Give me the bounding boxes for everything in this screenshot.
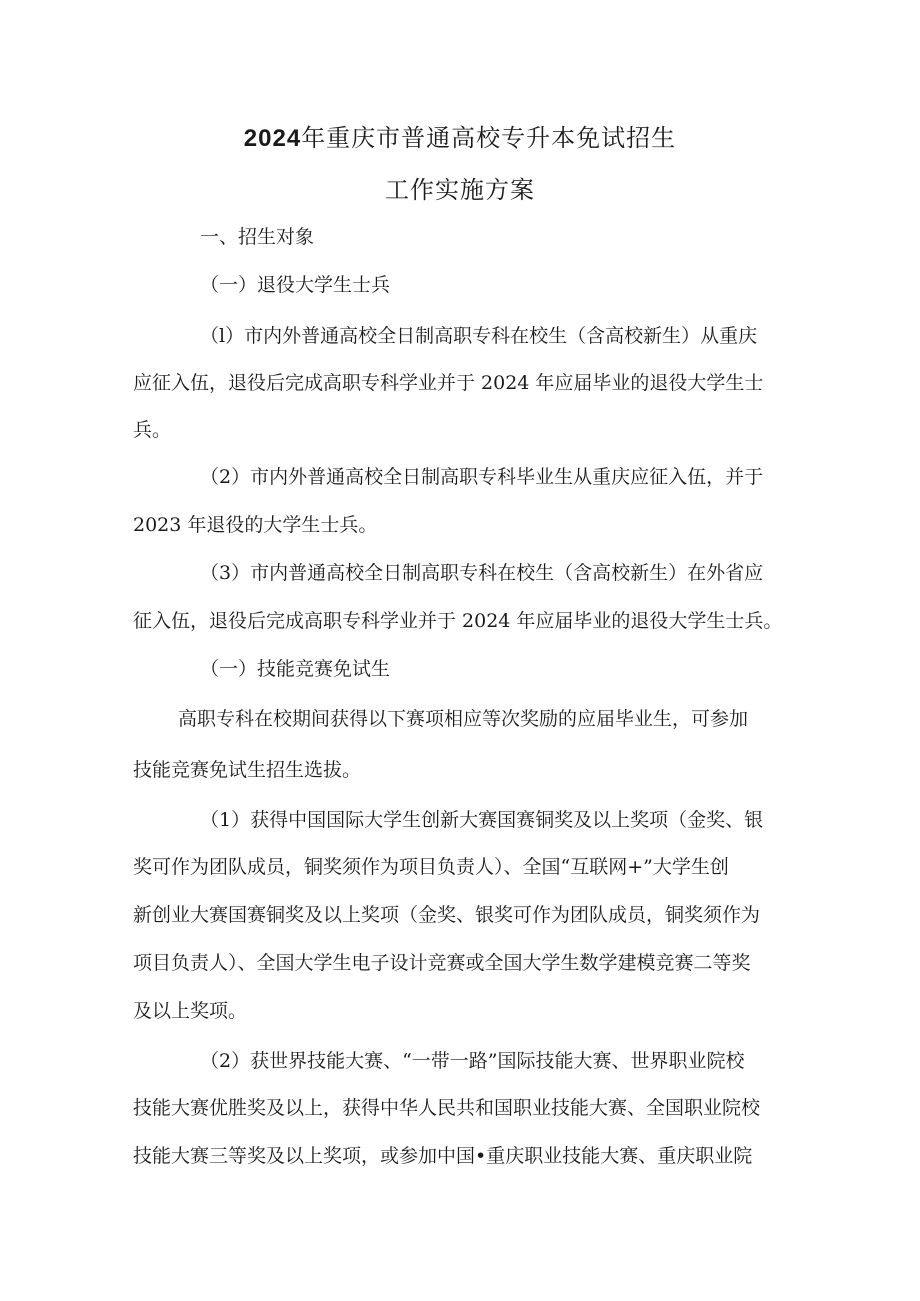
document-title-line-2: 工作实施方案: [385, 176, 535, 204]
document-title-line-1: [0, 118, 920, 153]
paragraph-line: 应征入伍，退役后完成高职专科学业并于 2024 年应届毕业的退役大学生士: [133, 372, 764, 394]
paragraph-line: 新创业大赛国赛铜奖及以上奖项（金奖、银奖可作为团队成员，铜奖须作为: [133, 904, 761, 926]
paragraph-line: 技能大赛三等奖及以上奖项，或参加中国•重庆职业技能大赛、重庆职业院: [133, 1145, 753, 1167]
subsection-heading: （一）退役大学生士兵: [200, 274, 391, 296]
subsection-heading: （一）技能竞赛免试生: [200, 658, 391, 680]
paragraph-line: 奖可作为团队成员，铜奖须作为项目负责人）、全国“互联网+”大学生创: [133, 856, 729, 878]
paragraph-line: 及以上奖项。: [133, 1000, 248, 1022]
paragraph-line: （2）市内外普通高校全日制高职专科毕业生从重庆应征入伍，并于: [200, 466, 764, 488]
paragraph-line: （2）获世界技能大赛、“一带一路”国际技能大赛、世界职业院校: [200, 1050, 745, 1072]
paragraph-line: 技能大赛优胜奖及以上，获得中华人民共和国职业技能大赛、全国职业院校: [133, 1097, 761, 1119]
paragraph-line: 技能竞赛免试生招生选拔。: [133, 759, 362, 781]
paragraph-line: 兵。: [133, 419, 172, 441]
title-text: 年重庆市普通高校专升本免试招生: [301, 124, 677, 152]
paragraph-line: （1）获得中国国际大学生创新大赛国赛铜奖及以上奖项（金奖、银: [200, 809, 764, 831]
section-heading: 一、招生对象: [200, 226, 315, 248]
paragraph-line: （3）市内普通高校全日制高职专科在校生（含高校新生）在外省应: [200, 562, 764, 584]
paragraph-line: （l）市内外普通高校全日制高职专科在校生（含高校新生）从重庆: [200, 325, 758, 347]
paragraph-line: 2023 年退役的大学生士兵。: [133, 514, 378, 536]
paragraph-line: 项目负责人）、全国大学生电子设计竞赛或全国大学生数学建模竞赛二等奖: [133, 952, 751, 974]
paragraph-line: 高职专科在校期间获得以下赛项相应等次奖励的应届毕业生，可参加: [178, 708, 749, 730]
title-year: 2024: [243, 125, 302, 152]
paragraph-line: 征入伍，退役后完成高职专科学业并于 2024 年应届毕业的退役大学生士兵。: [133, 610, 783, 632]
